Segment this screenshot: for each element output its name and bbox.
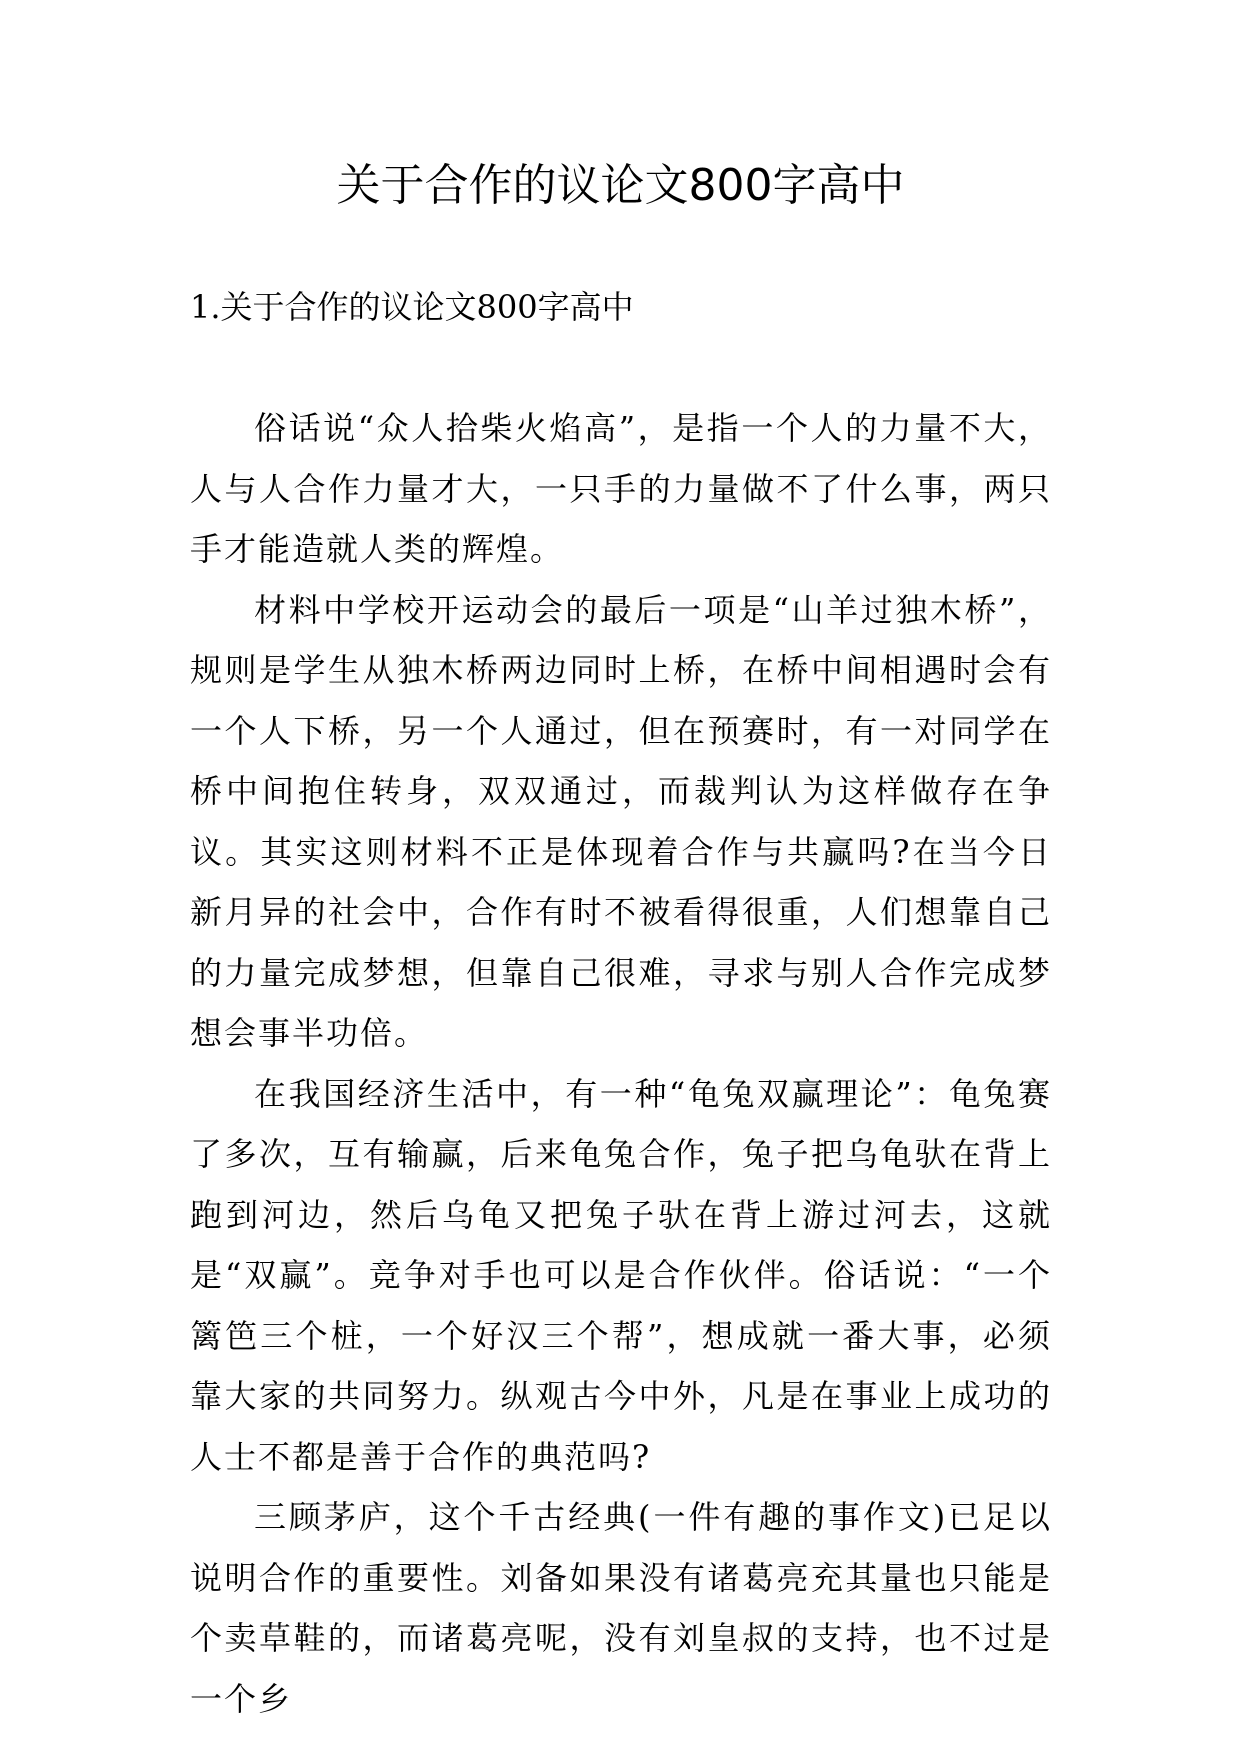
document-body — [190, 398, 1052, 1729]
paragraph: 俗话说“众人拾柴火焰高”，是指一个人的力量不大，人与人合作力量才大，一只手的力量做不了什么事，两只手才能造就人类的辉煌。 — [190, 409, 1052, 568]
paragraph: 材料中学校开运动会的最后一项是“山羊过独木桥”，规则是学生从独木桥两边同时上桥，在桥中间相遇时会有一个人下桥，另一个人通过，但在预赛时，有一对同学在桥中间抱住转身，双双通过，而裁判认为这样做存在争议。其实这则材料不正是体现着合作与共赢吗?在当今日新月异的社会中，合作有时不被看得很重，人们想靠自己的力量完成梦想，但靠自己很难，寻求与别人合作完成梦想会事半功倍。 — [190, 590, 1052, 1052]
section-heading: 1.关于合作的议论文800字高中 — [190, 288, 634, 326]
paragraph: 三顾茅庐，这个千古经典(一件有趣的事作文)已足以说明合作的重要性。刘备如果没有诸葛亮充其量也只能是个卖草鞋的，而诸葛亮呢，没有刘皇叔的支持，也不过是一个乡 — [190, 1498, 1052, 1718]
document-title: 关于合作的议论文800字高中 — [336, 160, 905, 211]
paragraph: 在我国经济生活中，有一种“龟兔双赢理论”：龟兔赛了多次，互有输赢，后来龟兔合作，兔子把乌龟驮在背上跑到河边，然后乌龟又把兔子驮在背上游过河去，这就是“双赢”。竞争对手也可以是合作伙伴。俗话说：“一个篱笆三个桩，一个好汉三个帮”，想成就一番大事，必须靠大家的共同努力。纵观古今中外，凡是在事业上成功的人士不都是善于合作的典范吗? — [190, 1074, 1052, 1476]
